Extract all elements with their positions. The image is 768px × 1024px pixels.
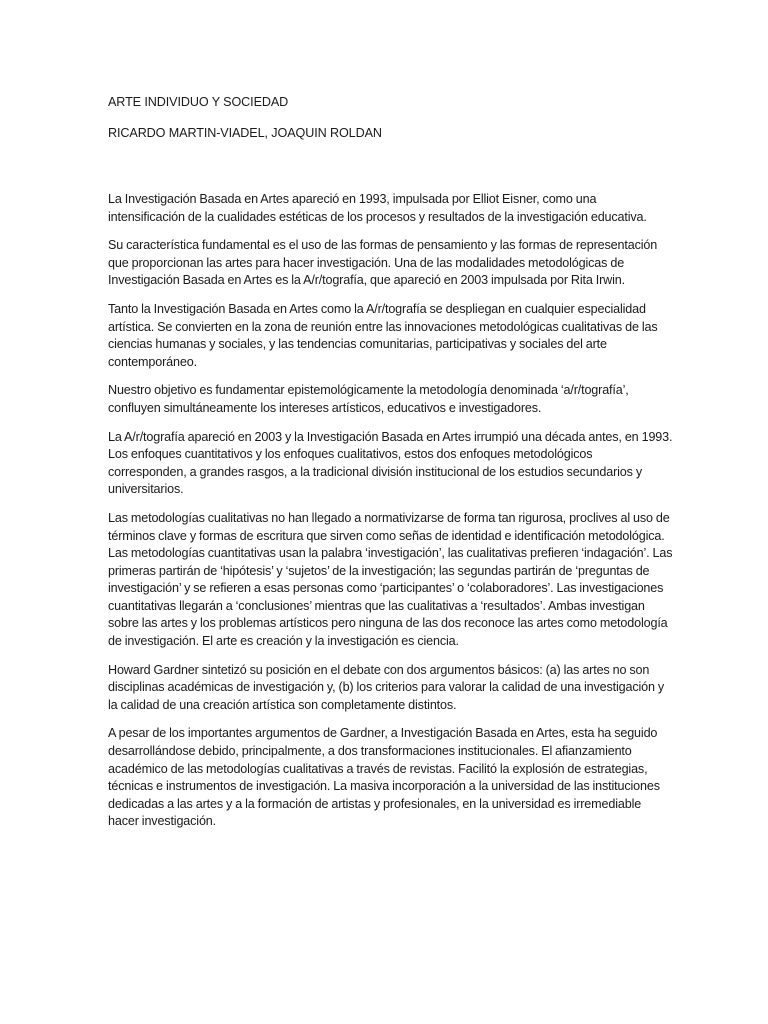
- paragraph: Su característica fundamental es el uso de las formas de pensamiento y las formas de representación que proporcionan las artes para hacer investigación. Una de las modalidades metodológicas de Investigación Basada en Artes es la A/r/tografía, que apareció en 2003 impulsada por Rita Irwin.: [108, 238, 658, 288]
- document-page: [108, 93, 673, 842]
- document-authors: RICARDO MARTIN-VIADEL, JOAQUIN ROLDAN: [108, 126, 382, 140]
- paragraph: A pesar de los importantes argumentos de Gardner, a Investigación Basada en Artes, esta ha seguido desarrollándose debido, principalmente, a dos transformaciones institucionales. El afianzamiento académico de las metodologías cualitativas a través de revistas. Facilitó la explosión de estrategias, técnicas e instrumentos de investigación. La masiva incorporación a la universidad de las instituciones dedicadas a las artes y a la formación de artistas y profesionales, en la universidad es irremediable hacer investigación.: [108, 726, 660, 829]
- paragraph: Howard Gardner sintetizó su posición en el debate con dos argumentos básicos: (a) las artes no son disciplinas académicas de investigación y, (b) los criterios para valorar la calidad de una investigación y la calidad de una creación artística son completamente distintos.: [108, 662, 665, 712]
- paragraph: La A/r/tografía apareció en 2003 y la Investigación Basada en Artes irrumpió una década antes, en 1993. Los enfoques cuantitativos y los enfoques cualitativos, estos dos enfoques metodológicos corresponden, a grandes rasgos, a la tradicional división institucional de los estudios secundarios y universitarios.: [108, 429, 673, 497]
- paragraph: Tanto la Investigación Basada en Artes como la A/r/tografía se despliegan en cualquier especialidad artística. Se convierten en la zona de reunión entre las innovaciones metodológicas cualitativas de las ciencias humanas y sociales, y las tendencias comunitarias, participativas y sociales del arte contemporáneo.: [108, 301, 658, 369]
- paragraph: La Investigación Basada en Artes apareció en 1993, impulsada por Elliot Eisner, como una intensificación de la cualidades estéticas de los procesos y resultados de la investigación educativa.: [108, 192, 647, 224]
- paragraph: Nuestro objetivo es fundamentar epistemológicamente la metodología denominada ‘a/r/tografía’, confluyen simultáneamente los intereses artísticos, educativos e investigadores.: [108, 383, 629, 415]
- document-title: ARTE INDIVIDUO Y SOCIEDAD: [108, 95, 289, 109]
- paragraph: Las metodologías cualitativas no han llegado a normativizarse de forma tan rigurosa, proclives al uso de términos clave y formas de escritura que sirven como señas de identidad e identificación metodológica. Las metodologías cuantitativas usan la palabra ‘investigación’, las cualitativas prefieren ‘indagación’. Las primeras partirán de ‘hipótesis’ y ‘sujetos’ de la investigación; las segundas partirán de ‘preguntas de investigación’ y se refieren a esas personas como ‘participantes’ o ‘colaboradores’. Las investigaciones cuantitativas llegarán a ‘conclusiones’ mientras que las cualitativas a ‘resultados’. Ambas investigan sobre las artes y los problemas artísticos pero ninguna de las dos reconoce las artes como metodología de investigación. El arte es creación y la investigación es ciencia.: [108, 510, 673, 649]
